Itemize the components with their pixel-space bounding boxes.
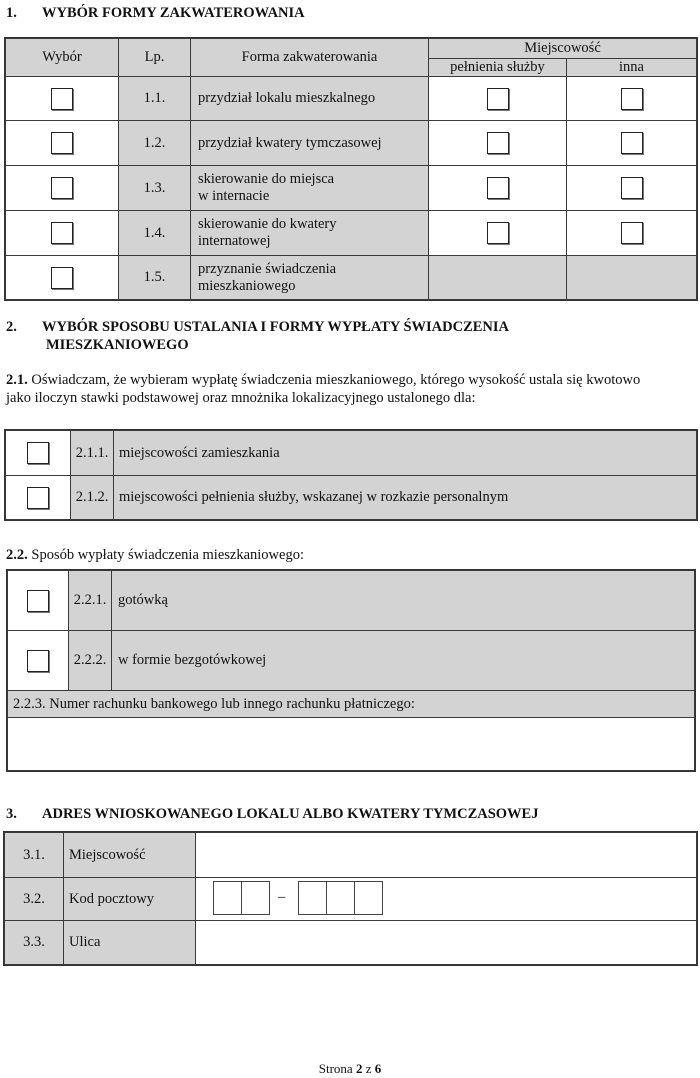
- postal-digit-box-4[interactable]: [326, 881, 355, 915]
- location-other-checkbox-1-2[interactable]: [621, 132, 643, 154]
- row-form: [190, 255, 429, 300]
- page-of: z: [365, 1061, 372, 1076]
- location-service-checkbox-1-2[interactable]: [487, 132, 509, 154]
- section-3-number: 3.: [6, 806, 17, 822]
- row-label: Miejscowość: [63, 832, 196, 878]
- form-line: przyznanie świadczenia: [198, 260, 337, 277]
- header-location-other: inna: [566, 58, 697, 77]
- header-location-service: pełnienia służby: [428, 58, 567, 77]
- form-line: w internacie: [198, 188, 270, 204]
- row-lp: 3.3.: [4, 920, 64, 965]
- row-text: miejscowości pełnienia służby, wskazanej w rozkazie personalnym: [113, 475, 697, 520]
- section-2-number: 2.: [6, 319, 17, 335]
- postal-digit-box-3[interactable]: [298, 881, 327, 915]
- row-form: [190, 210, 429, 256]
- choice-checkbox-1-2[interactable]: [51, 132, 73, 154]
- page-word: Strona: [318, 1061, 353, 1076]
- section-1-number: 1.: [6, 5, 17, 21]
- choice-checkbox-1-5[interactable]: [51, 267, 73, 289]
- row-text: w formie bezgotówkowej: [111, 630, 695, 691]
- location-other-checkbox-1-4[interactable]: [621, 222, 643, 244]
- row-lp: 1.1.: [118, 76, 191, 121]
- location-service-checkbox-1-3[interactable]: [487, 177, 509, 199]
- row-text: miejscowości zamieszkania: [113, 430, 697, 476]
- row-lp: 3.1.: [4, 832, 64, 878]
- location-other-checkbox-1-3[interactable]: [621, 177, 643, 199]
- choice-checkbox-1-3[interactable]: [51, 177, 73, 199]
- row-form: [190, 120, 429, 166]
- section-1-heading: [6, 5, 305, 22]
- account-number-input[interactable]: [7, 717, 695, 771]
- section-2-title-line2: MIESZKANIOWEGO: [46, 337, 189, 353]
- postal-digit-box-1[interactable]: [213, 881, 242, 915]
- location-service-checkbox-1-1[interactable]: [487, 88, 509, 110]
- page-footer: [0, 1061, 700, 1077]
- header-form: Forma zakwaterowania: [190, 38, 429, 77]
- paragraph-2-1-line1: Oświadczam, że wybieram wypłatę świadczenia mieszkaniowego, którego wysokość ustala się kwotowo: [27, 372, 641, 388]
- section-2-title-line1: WYBÓR SPOSOBU USTALANIA I FORMY WYPŁATY ŚWIADCZENIA: [42, 319, 510, 335]
- form-line: skierowanie do miejsca: [198, 171, 335, 187]
- header-location: Miejscowość: [428, 38, 697, 59]
- section-2-heading: [6, 319, 509, 336]
- form-line: mieszkaniowego: [198, 277, 296, 294]
- row-form: [190, 165, 429, 211]
- paragraph-2-1-label: 2.1.: [6, 372, 28, 388]
- row-lp: 3.2.: [4, 877, 64, 921]
- option-checkbox-2-1-1[interactable]: [27, 442, 49, 464]
- page-total: 6: [374, 1061, 382, 1076]
- header-choice: Wybór: [5, 38, 119, 77]
- row-label: Ulica: [63, 920, 196, 965]
- section-3-heading: [6, 806, 538, 823]
- location-other-disabled-cell: [566, 255, 697, 300]
- section-1-title: WYBÓR FORMY ZAKWATEROWANIA: [42, 5, 305, 21]
- location-other-checkbox-1-1[interactable]: [621, 88, 643, 110]
- postal-separator: –: [278, 889, 286, 905]
- option-checkbox-2-2-2[interactable]: [27, 650, 49, 672]
- paragraph-2-2-text: Sposób wypłaty świadczenia mieszkaniowego:: [27, 547, 304, 563]
- choice-checkbox-1-4[interactable]: [51, 222, 73, 244]
- page-current: 2: [355, 1061, 363, 1076]
- street-input[interactable]: [195, 920, 697, 965]
- paragraph-2-2: [6, 547, 304, 564]
- choice-checkbox-1-1[interactable]: [51, 88, 73, 110]
- postal-digit-box-5[interactable]: [354, 881, 383, 915]
- row-form: [190, 76, 429, 121]
- city-input[interactable]: [195, 832, 697, 878]
- paragraph-2-1-line2: jako iloczyn stawki podstawowej oraz mnożnika lokalizacyjnego ustalonego dla:: [6, 390, 476, 406]
- row-label: Kod pocztowy: [63, 877, 196, 921]
- row-lp: 2.1.1.: [70, 430, 114, 476]
- row-lp: 2.2.2.: [68, 630, 112, 691]
- form-line: internatowej: [198, 233, 271, 249]
- row-lp: 1.4.: [118, 210, 191, 256]
- paragraph-2-1: [6, 372, 640, 389]
- paragraph-2-2-label: 2.2.: [6, 547, 28, 563]
- account-number-label: 2.2.3. Numer rachunku bankowego lub innego rachunku płatniczego:: [7, 690, 695, 718]
- postal-digit-box-2[interactable]: [241, 881, 270, 915]
- row-lp: 1.5.: [118, 255, 191, 300]
- form-line: przydział kwatery tymczasowej: [198, 134, 382, 151]
- row-lp: 1.2.: [118, 120, 191, 166]
- option-checkbox-2-2-1[interactable]: [27, 590, 49, 612]
- form-line: przydział lokalu mieszkalnego: [198, 90, 376, 106]
- location-service-disabled-cell: [428, 255, 567, 300]
- row-lp: 2.1.2.: [70, 475, 114, 520]
- option-checkbox-2-1-2[interactable]: [27, 487, 49, 509]
- row-text: gotówką: [111, 570, 695, 631]
- row-lp: 1.3.: [118, 165, 191, 211]
- form-line: skierowanie do kwatery: [198, 216, 337, 232]
- row-lp: 2.2.1.: [68, 570, 112, 631]
- postal-code-field: [195, 877, 697, 921]
- location-service-checkbox-1-4[interactable]: [487, 222, 509, 244]
- header-lp: Lp.: [118, 38, 191, 77]
- section-3-title: ADRES WNIOSKOWANEGO LOKALU ALBO KWATERY TYMCZASOWEJ: [42, 806, 539, 822]
